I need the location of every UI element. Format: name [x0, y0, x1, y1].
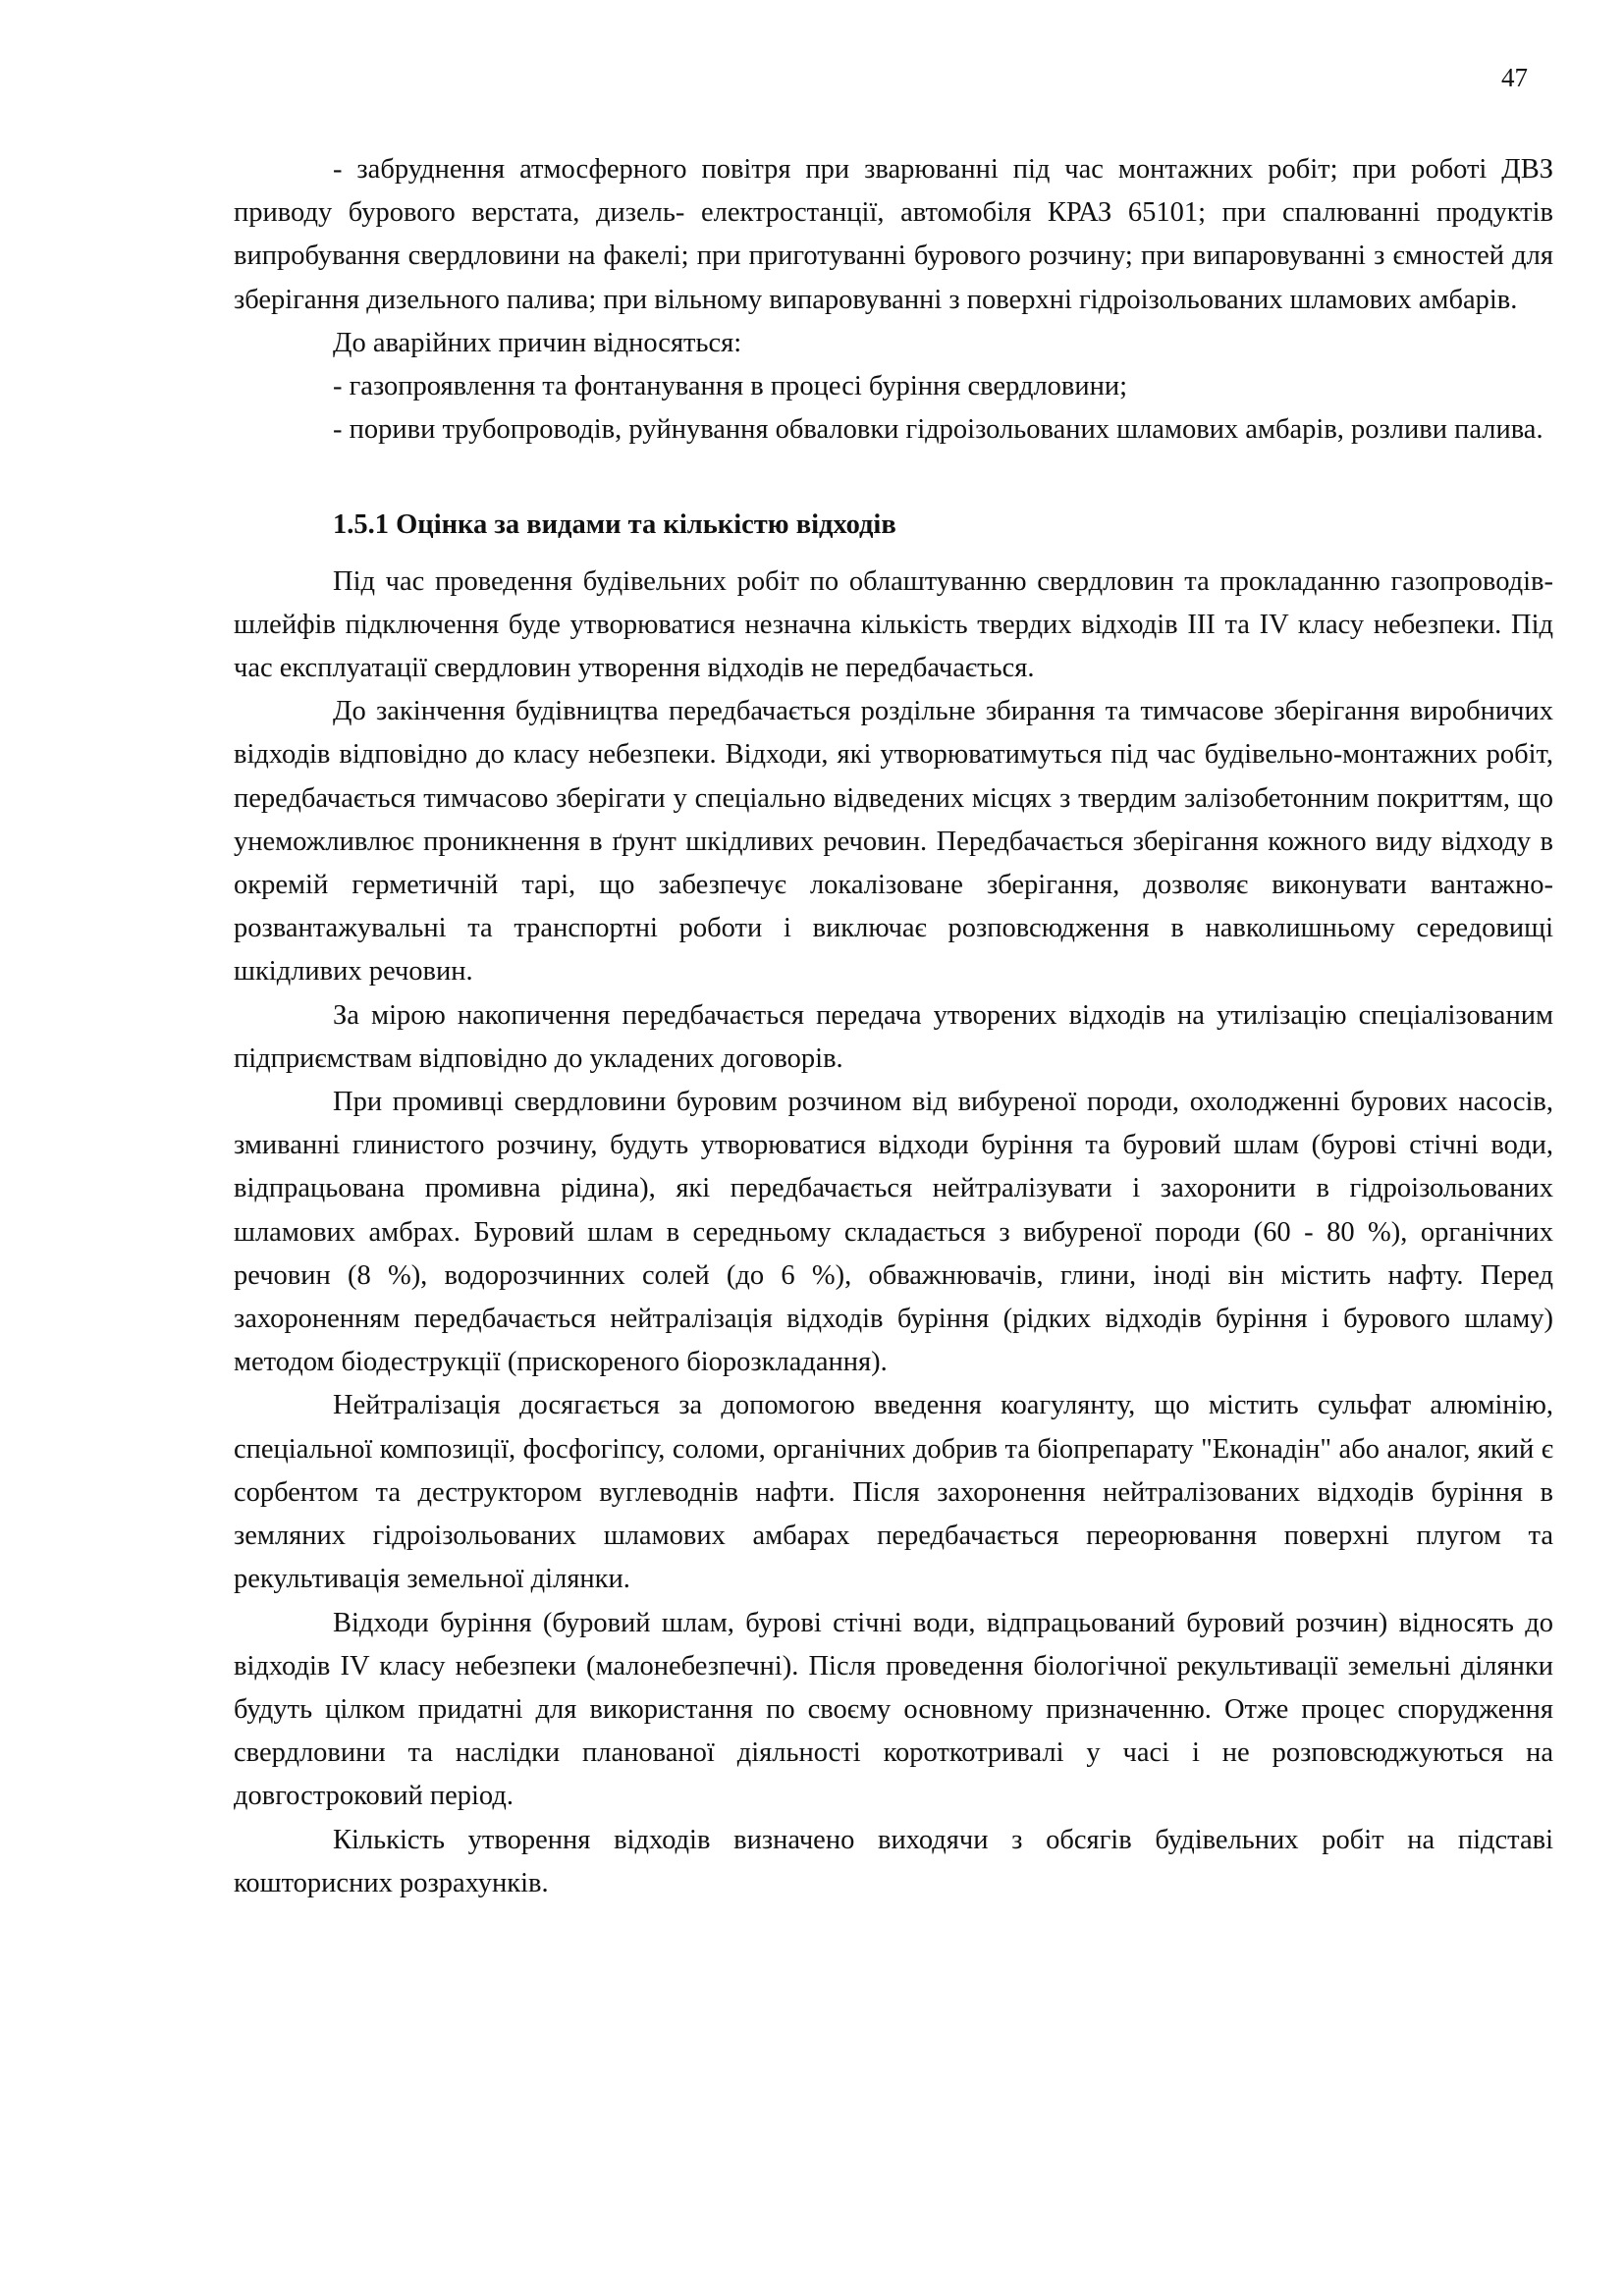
section-heading: 1.5.1 Оцінка за видами та кількістю відходів — [333, 509, 896, 541]
section-paragraph: При промивці свердловини буровим розчином від вибуреної породи, охолодженні бурових насосів, змиванні глинистого розчину, будуть утворюватися відходи буріння та буровий шлам (бурові стічні води, відпрацьована промивна рідина), які передбачається нейтралізувати і захоронити в гідроізольованих шламових амбрах. Буровий шлам в середньому складається з вибуреної породи (60 - 80 %), органічних речовин (8 %), водорозчинних солей (до 6 %), обважнювачів, глини, іноді він містить нафту. Перед захороненням передбачається нейтралізація відходів буріння (рідких відходів буріння і бурового шламу) методом біодеструкції (прискореного біорозкладання). — [234, 1087, 1553, 1378]
section-paragraph: За мірою накопичення передбачається передача утворених відходів на утилізацію спеціалізованим підприємствам відповідно до укладених договорів. — [234, 999, 1553, 1074]
intro-list-item-pipelines: - пориви трубопроводів, руйнування обваловки гідроізольованих шламових амбарів, розливи палива. — [333, 414, 1543, 446]
section-paragraph: Відходи буріння (буровий шлам, бурові стічні води, відпрацьований буровий розчин) відносять до відходів IV класу небезпеки (малонебезпечні). Після проведення біологічної рекультивації земельні ділянки будуть цілком придатні для використання по своєму основному призначенню. Отже процес спорудження свердловини та наслідки планованої діяльності короткотривалі у часі і не розповсюджуються на довгостроковий період. — [234, 1607, 1553, 1812]
section-paragraph: Під час проведення будівельних робіт по облаштуванню свердловин та прокладанню газопроводів-шлейфів підключення буде утворюватися незначна кількість твердих відходів III та IV класу небезпеки. Під час експлуатації свердловин утворення відходів не передбачається. — [234, 565, 1553, 684]
page-number: 47 — [1501, 63, 1528, 92]
section-paragraph: Кількість утворення відходів визначено виходячи з обсягів будівельних робіт на підставі кошторисних розрахунків. — [234, 1824, 1553, 1898]
intro-list-item-gas: - газопроявлення та фонтанування в процесі буріння свердловини; — [333, 371, 1128, 402]
intro-paragraph-emergency-causes: До аварійних причин відносяться: — [333, 327, 742, 358]
document-body — [234, 148, 1553, 1905]
section-paragraph: Нейтралізація досягається за допомогою введення коагулянту, що містить сульфат алюмінію, спеціальної композиції, фосфогіпсу, соломи, органічних добрив та біопрепарату "Еконадін" або аналог, який є сорбентом та деструктором вуглеводнів нафти. Після захоронення нейтралізованих відходів буріння в земляних гідроізольованих шламових амбарах передбачається переорювання поверхні плугом та рекультивація земельної ділянки. — [234, 1390, 1553, 1595]
section-paragraph: До закінчення будівництва передбачається роздільне збирання та тимчасове зберігання виробничих відходів відповідно до класу небезпеки. Відходи, які утворюватимуться під час будівельно-монтажних робіт, передбачається тимчасово зберігати у спеціально відведених місцях з твердим залізобетонним покриттям, що унеможливлює проникнення в ґрунт шкідливих речовин. Передбачається зберігання кожного виду відходу в окремій герметичній тарі, що забезпечує локалізоване зберігання, дозволяє виконувати вантажно-розвантажувальні та транспортні роботи і виключає розповсюдження в навколишньому середовищі шкідливих речовин. — [234, 696, 1553, 988]
intro-paragraph-pollution: - забруднення атмосферного повітря при зварюванні під час монтажних робіт; при роботі ДВЗ приводу бурового верстата, дизель- електростанції, автомобіля КРАЗ 65101; при спалюванні продуктів випробування свердловини на факелі; при приготуванні бурового розчину; при випаровуванні з ємностей для зберігання дизельного палива; при вільному випаровуванні з поверхні гідроізольованих шламових амбарів. — [234, 154, 1553, 315]
